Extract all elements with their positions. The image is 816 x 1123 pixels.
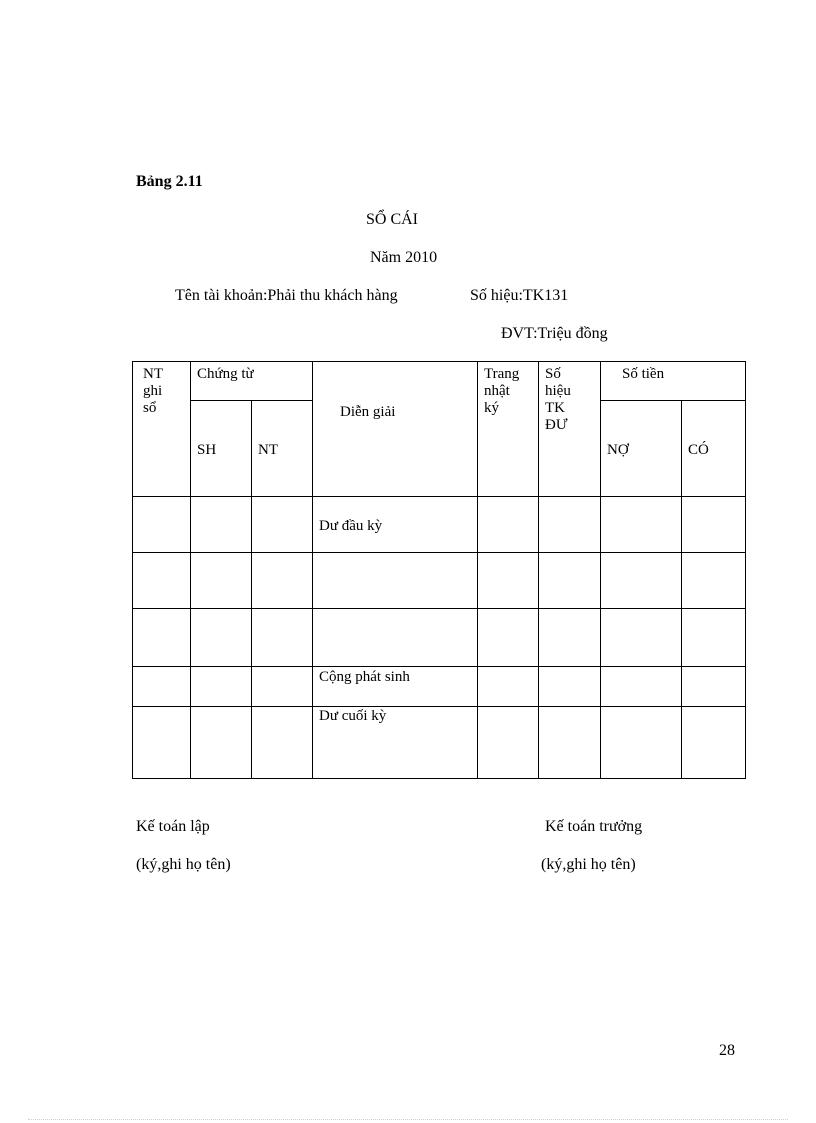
row-opening-balance: Dư đầu kỳ (319, 518, 383, 534)
page-number: 28 (719, 1042, 735, 1059)
column-divider (251, 400, 252, 778)
document-year: Năm 2010 (370, 249, 438, 266)
chief-accountant-title: Kế toán trưởng (545, 818, 643, 835)
header-sh: SH (197, 442, 217, 458)
column-divider (312, 362, 313, 778)
row-divider (133, 608, 746, 609)
column-divider (538, 362, 539, 778)
header-no: NỢ (607, 442, 629, 458)
row-divider (133, 666, 746, 667)
chief-accountant-note: (ký,ghi họ tên) (541, 856, 636, 873)
header-nt: NT (258, 442, 278, 458)
header-divider (190, 400, 312, 401)
account-code: Số hiệu:TK131 (470, 287, 569, 304)
header-co: CÓ (688, 442, 709, 458)
column-divider (477, 362, 478, 778)
header-so-hieu-tk: Số hiệu TK ĐƯ (545, 366, 571, 433)
header-divider (600, 400, 746, 401)
row-closing-balance: Dư cuối kỳ (319, 708, 387, 724)
column-divider (600, 362, 601, 778)
ledger-table (132, 361, 746, 779)
column-divider (681, 400, 682, 778)
unit-label: ĐVT:Triệu đồng (501, 325, 608, 342)
page-bottom-rule (28, 1119, 788, 1120)
preparer-note: (ký,ghi họ tên) (136, 856, 231, 873)
document-title: SỔ CÁI (366, 211, 419, 228)
header-so-tien: Số tiền (622, 366, 665, 382)
table-label: Bảng 2.11 (136, 173, 203, 190)
row-divider (133, 552, 746, 553)
header-chung-tu: Chứng từ (197, 366, 254, 382)
row-divider (133, 706, 746, 707)
row-total-movement: Cộng phát sinh (319, 669, 410, 685)
header-nt-ghi-so: NT ghi sổ (143, 366, 163, 416)
column-divider (190, 362, 191, 778)
account-name: Tên tài khoản:Phải thu khách hàng (175, 287, 398, 304)
preparer-title: Kế toán lập (136, 818, 210, 835)
header-trang-nhat-ky: Trang nhật ký (484, 366, 520, 416)
row-divider (133, 496, 746, 497)
header-dien-giai: Diễn giải (340, 404, 396, 420)
